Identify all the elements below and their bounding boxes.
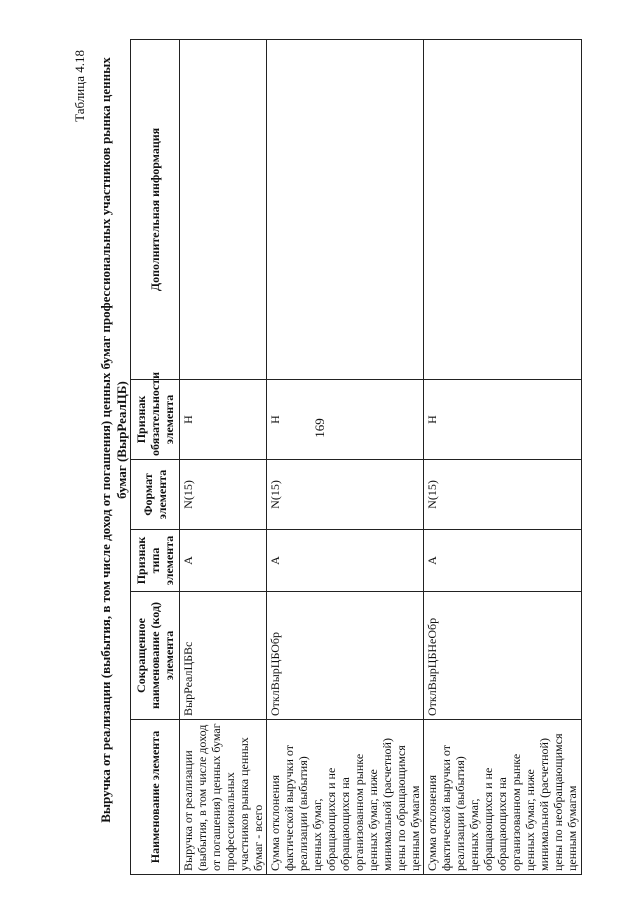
cell-name: Сумма отклонения фактической выручки от реализации (выбытия) ценных бумаг, обращающихся и не обращающихся на организованном рынке ценных бумаг, ниже минимальной (расчетной) цены по обращающимся ценным бумагам	[267, 720, 424, 875]
cell-name: Сумма отклонения фактической выручки от реализации (выбытия) ценных бумаг, обращающихся и не обращающихся на организованном рынке ценных бумаг, ниже минимальной (расчетной) цены по необращающимся ценным бумагам	[424, 720, 582, 875]
page-number: 169	[312, 418, 327, 438]
table-label: Таблица 4.18	[72, 50, 87, 122]
cell-required: Н	[424, 380, 582, 460]
header-element-required: Признак обязательности элемента	[131, 380, 180, 460]
cell-format: N(15)	[424, 460, 582, 530]
cell-code: ВырРеалЦБВс	[180, 592, 267, 720]
cell-required: Н	[267, 380, 424, 460]
header-element-name: Наименование элемента	[131, 720, 180, 875]
cell-type: А	[180, 530, 267, 592]
cell-name: Выручка от реализации (выбытия, в том числе доход от погашения) ценных бумаг профессиональных участников рынка ценных бумаг - всего	[180, 720, 267, 875]
cell-format: N(15)	[180, 460, 267, 530]
table-row	[424, 40, 582, 875]
cell-info	[180, 40, 267, 380]
cell-type: А	[267, 530, 424, 592]
cell-info	[424, 40, 582, 380]
cell-code: ОтклВырЦБОбр	[267, 592, 424, 720]
cell-format: N(15)	[267, 460, 424, 530]
header-element-format: Формат элемента	[131, 460, 180, 530]
table-row	[267, 40, 424, 875]
cell-required: Н	[180, 380, 267, 460]
cell-code: ОтклВырЦБНеОбр	[424, 592, 582, 720]
table-header-row	[131, 40, 180, 875]
header-element-type: Признак типа элемента	[131, 530, 180, 592]
cell-type: А	[424, 530, 582, 592]
header-element-code: Сокращенное наименование (код) элемента	[131, 592, 180, 720]
table-row	[180, 40, 267, 875]
header-additional-info: Дополнительная информация	[131, 40, 180, 380]
document-title: Выручка от реализации (выбытия, в том числе доход от погашения) ценных бумаг профессиональных участников рынка ценных бумаг (ВырРеалЦБ)	[98, 57, 129, 823]
cell-info	[267, 40, 424, 380]
element-spec-table	[130, 39, 582, 875]
